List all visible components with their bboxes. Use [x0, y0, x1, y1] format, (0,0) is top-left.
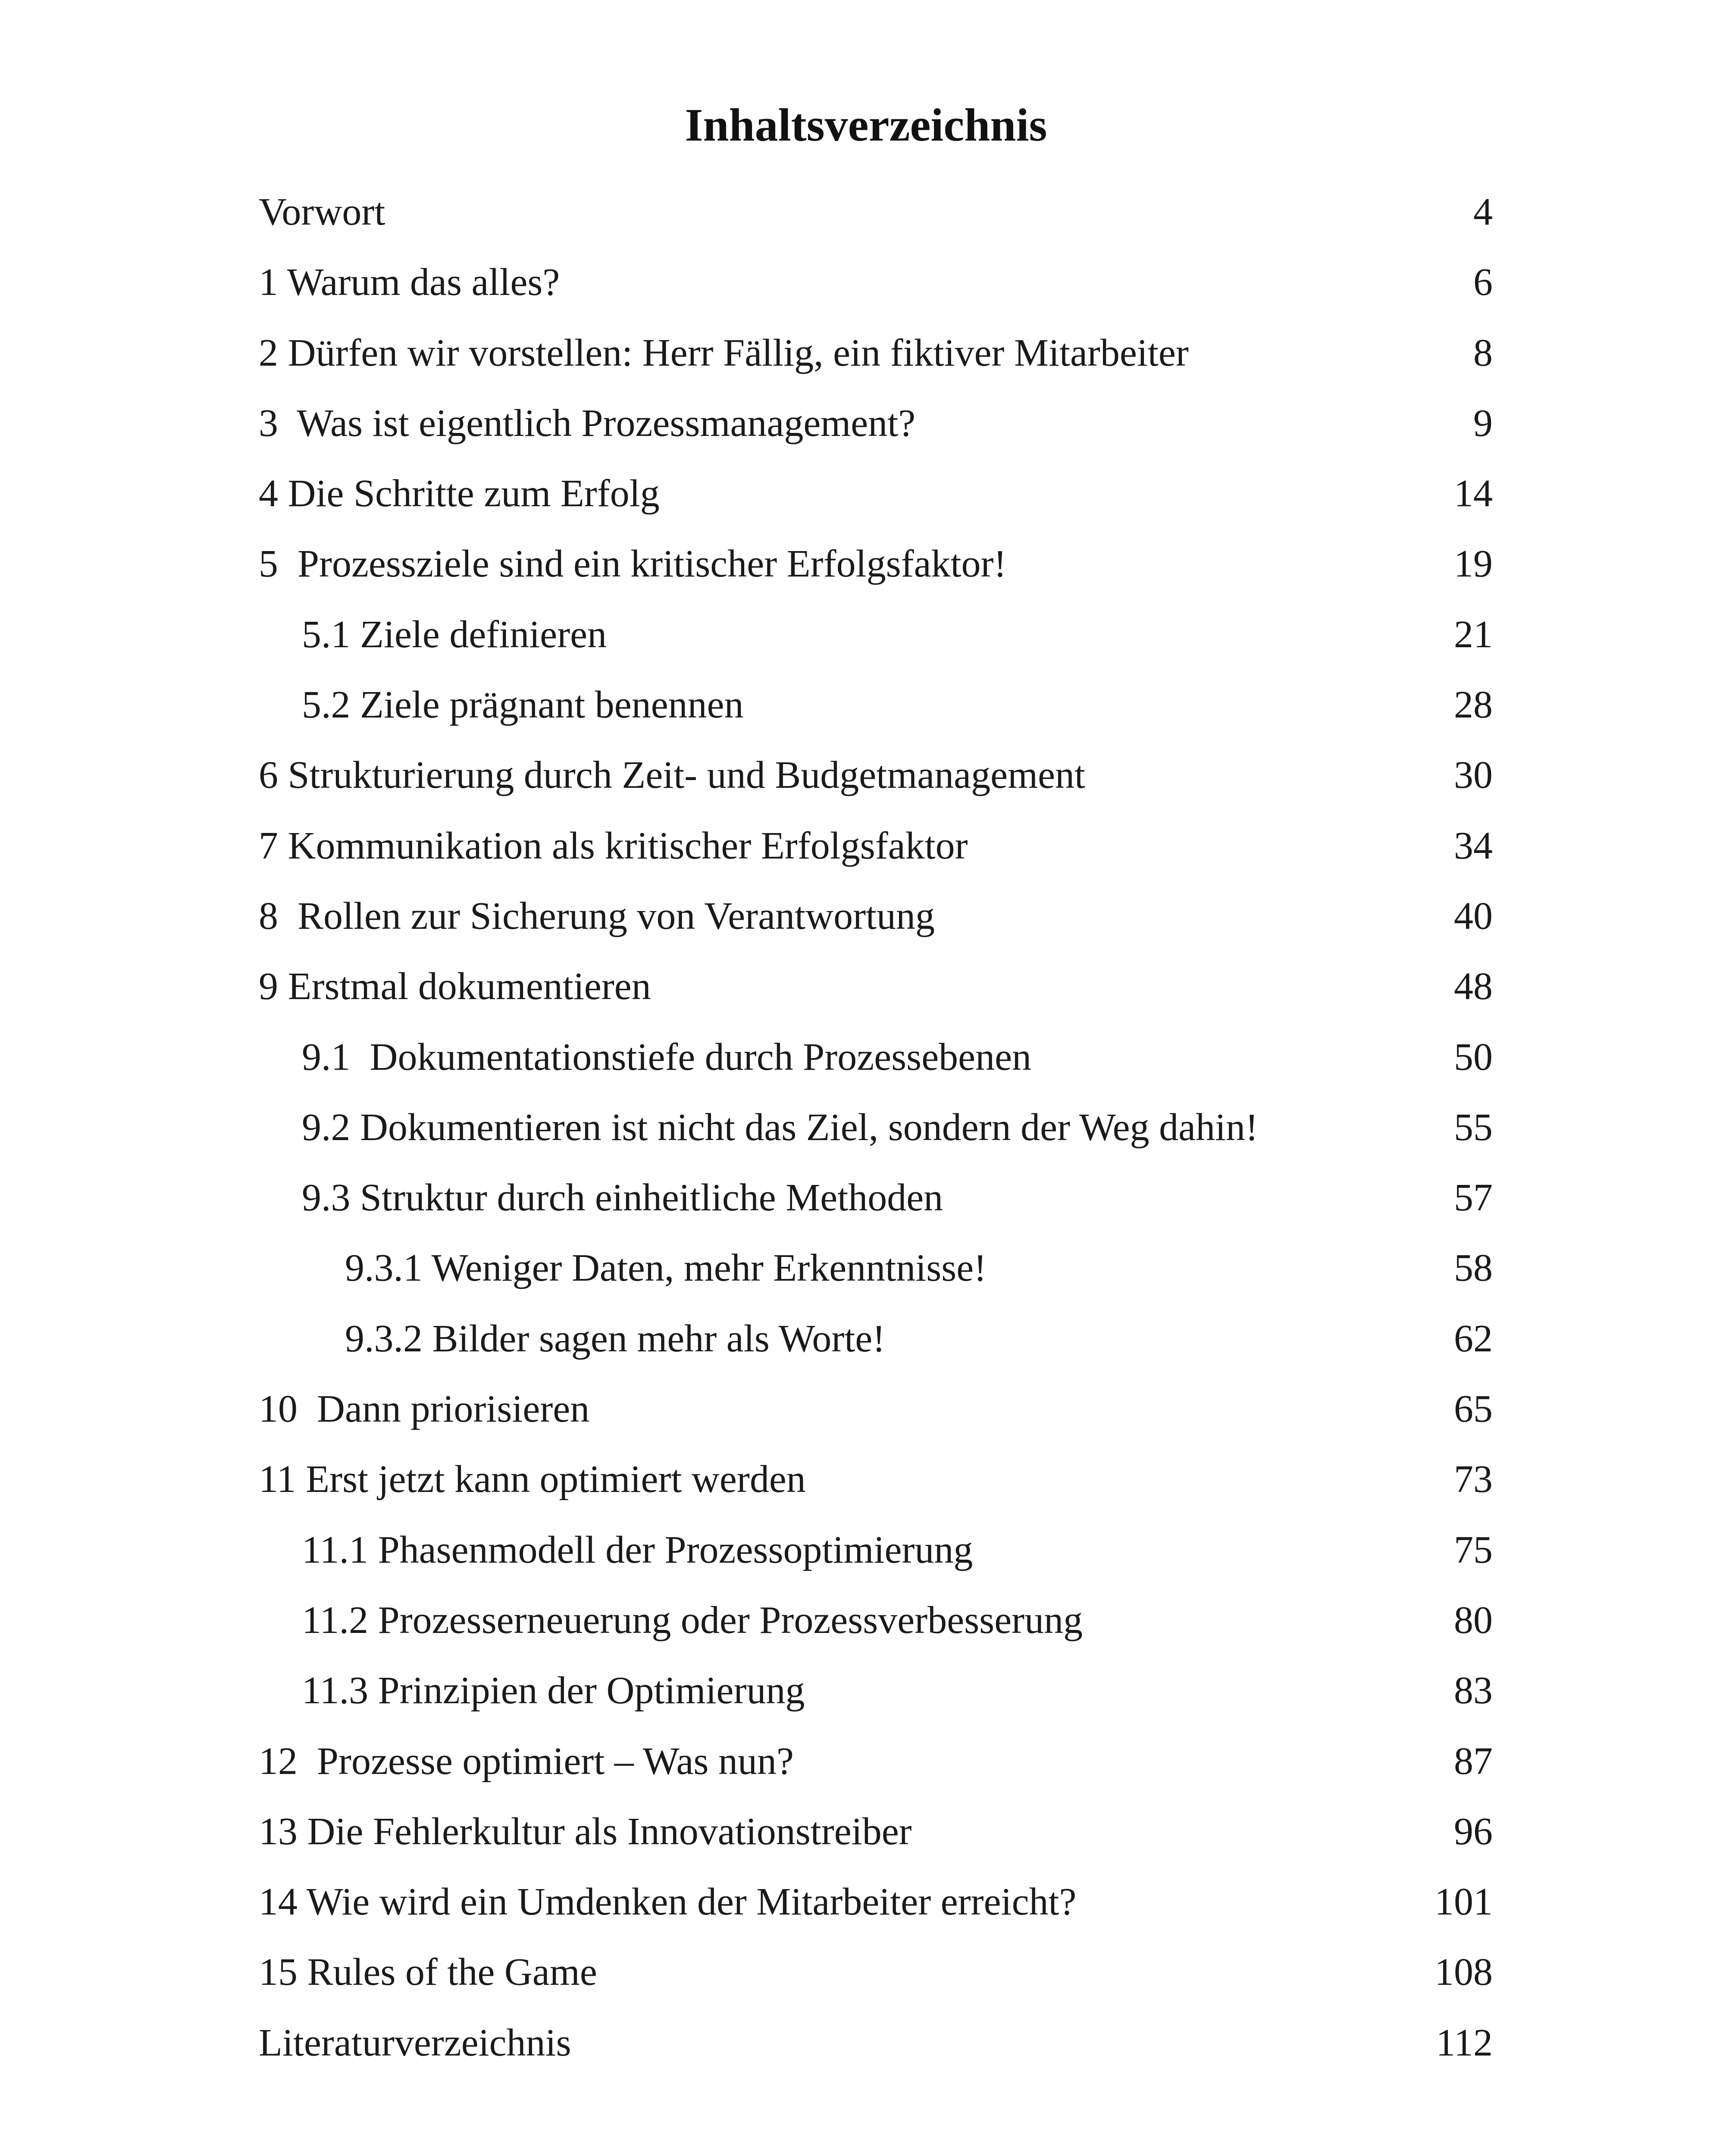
toc-entry-page-number: 62	[1454, 1317, 1493, 1360]
toc-entry-title: 12 Prozesse optimiert – Was nun?	[259, 1739, 794, 1783]
toc-entry-title: 4 Die Schritte zum Erfolg	[259, 472, 660, 515]
toc-entry	[259, 458, 1493, 529]
toc-entry-page-number: 65	[1454, 1388, 1493, 1431]
toc-entry-page-number: 30	[1454, 754, 1493, 797]
toc-entry-page-number: 6	[1473, 261, 1493, 304]
toc-entry-title: 11.3 Prinzipien der Optimierung	[302, 1669, 805, 1712]
toc-entry-page-number: 55	[1454, 1106, 1493, 1149]
toc-entry-page-number: 4	[1473, 191, 1493, 233]
toc-entry-page-number: 108	[1434, 1951, 1493, 1994]
toc-entry	[259, 740, 1493, 810]
toc-entry-title: Vorwort	[259, 191, 385, 233]
toc-entry	[259, 1444, 1493, 1514]
toc-entry	[259, 1585, 1493, 1655]
toc-entry-title: 13 Die Fehlerkultur als Innovationstreiber	[259, 1810, 912, 1853]
toc-entry	[259, 1867, 1493, 1937]
toc-entry-page-number: 87	[1454, 1739, 1493, 1783]
toc-entry-title: 2 Dürfen wir vorstellen: Herr Fällig, ein fiktiver Mitarbeiter	[259, 331, 1189, 374]
toc-entry	[259, 599, 1493, 670]
toc-list	[259, 177, 1493, 2078]
toc-entry	[259, 2008, 1493, 2078]
toc-entry-title: 1 Warum das alles?	[259, 261, 560, 304]
toc-entry	[259, 1796, 1493, 1867]
toc-entry-page-number: 112	[1436, 2021, 1493, 2064]
toc-entry-page-number: 19	[1454, 542, 1493, 586]
toc-entry-title: 9.1 Dokumentationstiefe durch Prozessebenen	[302, 1035, 1032, 1078]
toc-entry-title: 5.2 Ziele prägnant benennen	[302, 683, 744, 727]
toc-entry-title: 10 Dann priorisieren	[259, 1388, 590, 1431]
toc-entry-page-number: 73	[1454, 1458, 1493, 1501]
toc-entry-page-number: 40	[1454, 894, 1493, 937]
toc-entry-page-number: 75	[1454, 1528, 1493, 1571]
toc-entry-title: 3 Was ist eigentlich Prozessmanagement?	[259, 401, 916, 445]
toc-entry	[259, 1022, 1493, 1092]
toc-entry-title: 5.1 Ziele definieren	[302, 613, 607, 656]
toc-entry	[259, 529, 1493, 599]
toc-entry	[259, 318, 1493, 388]
toc-entry	[259, 1092, 1493, 1163]
toc-entry-title: 11.2 Prozesserneuerung oder Prozessverbesserung	[302, 1598, 1083, 1642]
toc-entry-title: 5 Prozessziele sind ein kritischer Erfolgsfaktor!	[259, 542, 1007, 586]
toc-entry-title: 11 Erst jetzt kann optimiert werden	[259, 1458, 806, 1501]
toc-entry-page-number: 96	[1454, 1810, 1493, 1853]
toc-entry-title: 9.2 Dokumentieren ist nicht das Ziel, sondern der Weg dahin!	[302, 1106, 1259, 1149]
toc-entry	[259, 1515, 1493, 1585]
toc-entry-page-number: 28	[1454, 683, 1493, 727]
toc-entry-title: 7 Kommunikation als kritischer Erfolgsfaktor	[259, 824, 968, 867]
toc-entry	[259, 177, 1493, 247]
toc-entry-title: 15 Rules of the Game	[259, 1951, 597, 1994]
toc-entry-title: 9 Erstmal dokumentieren	[259, 965, 651, 1008]
toc-entry-title: 11.1 Phasenmodell der Prozessoptimierung	[302, 1528, 973, 1571]
toc-entry	[259, 1374, 1493, 1444]
toc-entry	[259, 1937, 1493, 2007]
toc-entry-page-number: 57	[1454, 1176, 1493, 1219]
toc-entry-title: 8 Rollen zur Sicherung von Verantwortung	[259, 894, 935, 937]
toc-entry-page-number: 83	[1454, 1669, 1493, 1712]
toc-entry-page-number: 48	[1454, 965, 1493, 1008]
toc-entry	[259, 1304, 1493, 1374]
toc-entry-title: 9.3 Struktur durch einheitliche Methoden	[302, 1176, 943, 1219]
toc-entry	[259, 670, 1493, 740]
toc-entry-page-number: 8	[1473, 331, 1493, 374]
toc-entry-page-number: 34	[1454, 824, 1493, 867]
toc-entry-title: 14 Wie wird ein Umdenken der Mitarbeiter erreicht?	[259, 1880, 1077, 1924]
toc-entry	[259, 951, 1493, 1022]
toc-entry	[259, 247, 1493, 317]
toc-entry-page-number: 9	[1473, 401, 1493, 445]
toc-entry-page-number: 14	[1454, 472, 1493, 515]
toc-entry-title: 9.3.1 Weniger Daten, mehr Erkenntnisse!	[345, 1247, 987, 1290]
toc-entry	[259, 1655, 1493, 1726]
toc-entry-page-number: 21	[1454, 613, 1493, 656]
toc-entry-title: 6 Strukturierung durch Zeit- und Budgetmanagement	[259, 754, 1086, 797]
toc-entry-title: 9.3.2 Bilder sagen mehr als Worte!	[345, 1317, 886, 1360]
toc-entry-page-number: 80	[1454, 1598, 1493, 1642]
toc-entry-title: Literaturverzeichnis	[259, 2021, 571, 2064]
toc-entry	[259, 388, 1493, 458]
toc-entry	[259, 881, 1493, 951]
toc-entry-page-number: 50	[1454, 1035, 1493, 1078]
toc-entry	[259, 1163, 1493, 1233]
toc-entry	[259, 1726, 1493, 1796]
toc-entry-page-number: 101	[1434, 1880, 1493, 1924]
toc-entry	[259, 1233, 1493, 1303]
toc-title: Inhaltsverzeichnis	[685, 100, 1047, 151]
toc-entry	[259, 811, 1493, 881]
toc-entry-page-number: 58	[1454, 1247, 1493, 1290]
